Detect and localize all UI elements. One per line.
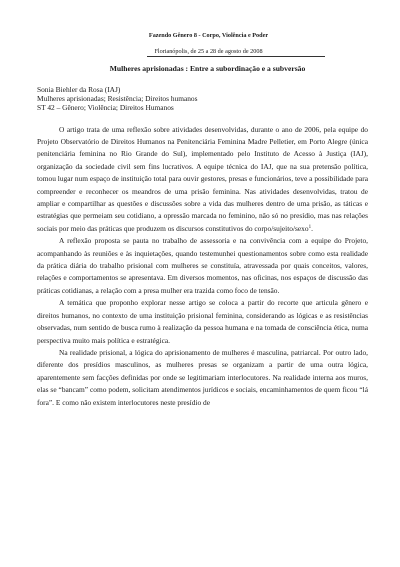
paragraph-1-end: . <box>311 223 313 233</box>
author-line: Sonia Biehler da Rosa (IAJ) <box>37 85 121 94</box>
header-rule <box>147 56 325 57</box>
paragraph-3: A temática que proponho explorar nesse artigo se coloca a partir do recorte que articula gênero e direitos humanos, no contexto de uma instituição prisional feminina, considerando as lógicas e as resistências observadas, num sentido de busca rumo à realização da pessoa humana e na tomada de consciência ética, numa perspectiva muito mais política e estratégica. <box>37 298 368 345</box>
paragraph-1 <box>37 124 368 236</box>
session-line: ST 42 – Gênero; Violência; Direitos Humanos <box>37 103 174 113</box>
footnote-marker[interactable]: 1 <box>308 224 312 230</box>
paper-meta <box>37 85 368 113</box>
conference-title: Fazendo Gênero 8 - Corpo, Violência e Poder <box>148 32 269 39</box>
paragraph-4: Na realidade prisional, a lógica do aprisionamento de mulheres é masculina, patriarcal. Por outro lado, diferente dos presídios masculinos, as mulheres presas se organizam a partir de uma outra lógica, aparentemente sem facções definidas por onde se legitimariam interlocutores. Na realidade interna aos muros, elas se “bancam” como podem, solicitam atendimentos jurídicos e sociais, encaminhamentos de quem ficou “lá fora”. E como não existem interlocutores neste presídio de <box>37 347 368 407</box>
paragraph-1-text: O artigo trata de uma reflexão sobre atividades desenvolvidas, durante o ano de 2006, pela equipe do Projeto Observatório de Direitos Humanos na Penitenciária Feminina Madre Pelletier, em Porto Alegre (única penitenciária feminina no Rio Grande do Sul), implementado pelo Instituto de Acesso à Justiça (IAJ), organização da sociedade civil sem fins lucrativos. A equipe técnica do IAJ, que na sua pretensão política, tomou lugar num espaço de instituição total para ouvir gestores, presas e funcionários, teve a possibilidade para compreender e reconhecer os meandros de uma prisão feminina. Nas atividades desenvolvidas, tratou de ampliar e compartilhar as questões e discussões sobre a vida das mulheres dentro de uma prisão, as táticas e estratégias que permeiam seu cotidiano, a opressão marcada no feminino, não só no presídio, mas nas relações sociais por meio das práticas que produzem os discursos constitutivos do corpo/sujeito/sexo <box>37 124 368 233</box>
body-text <box>37 124 368 409</box>
keywords-line: Mulheres aprisionadas; Resistência; Direitos humanos <box>37 94 198 104</box>
conference-location-date: Florianópolis, de 25 a 28 de agosto de 2008 <box>154 48 263 55</box>
paper-title: Mulheres aprisionadas : Entre a subordinação e a subversão <box>109 64 306 73</box>
paragraph-2: A reflexão proposta se pauta no trabalho de assessoria e na convivência com a equipe do Projeto, acompanhando às reuniões e às inquietações, quando testemunhei questionamentos sobre como esta realidade da prática diária do trabalho prisional com mulheres se constituía, atravessada por quais conceitos, valores, relações e comportamentos se apresentava. Em diversos momentos, nas oficinas, nos espaços de discussão das práticas cotidianas, a relação com a presa mulher era trazida como foco de tensão. <box>37 236 368 295</box>
